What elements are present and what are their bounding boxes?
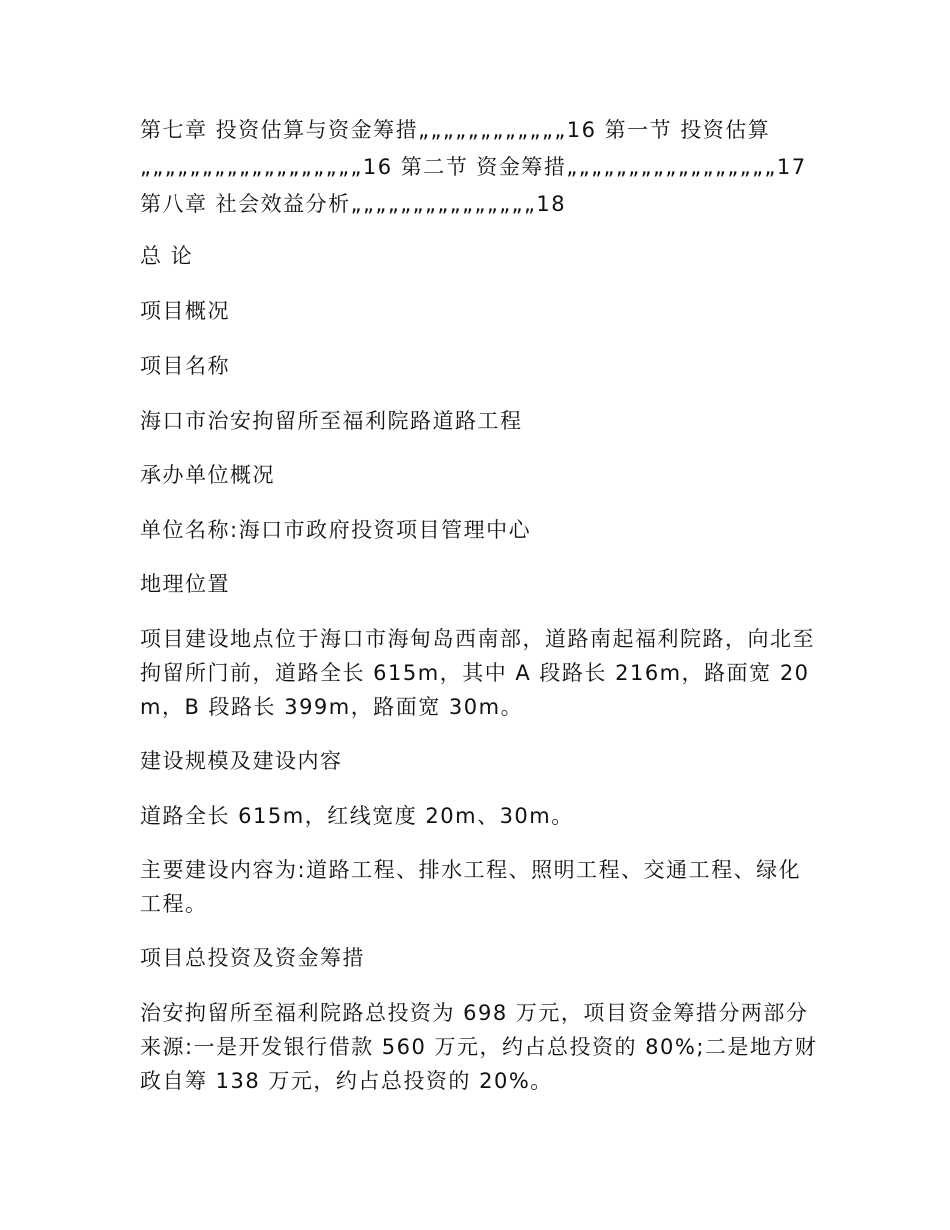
paragraph-organizer: 单位名称:海口市政府投资项目管理中心	[140, 518, 532, 542]
heading-general: 总 论	[140, 244, 194, 268]
heading-project-overview: 项目概况	[140, 299, 230, 323]
paragraph-main-content: 主要建设内容为:道路工程、排水工程、照明工程、交通工程、绿化工程。	[140, 858, 802, 916]
paragraph-project-name: 海口市治安拘留所至福利院路道路工程	[140, 409, 523, 433]
paragraph-investment: 治安拘留所至福利院路总投资为 698 万元，项目资金筹措分两部分来源:一是开发银行借款 560 万元，约占总投资的 80%;二是地方财政自筹 138 万元，约占总投资的 20%。	[140, 1001, 818, 1093]
table-of-contents: 第七章 投资估算与资金筹措„„„„„„„„„„„„16 第一节 投资估算„„„„„„„„„„„„„„„„„„16 第二节 资金筹措„„„„„„„„„„„„„„„„„17 第八章 社会效益分析„„„„„„„„„„„„„„„18	[140, 118, 815, 216]
heading-organizer: 承办单位概况	[140, 463, 275, 487]
document-page	[140, 112, 820, 1118]
heading-investment: 项目总投资及资金筹措	[140, 946, 365, 970]
paragraph-location: 项目建设地点位于海口市海甸岛西南部，道路南起福利院路，向北至拘留所门前，道路全长 615m，其中 A 段路长 216m，路面宽 20m，B 段路长 399m，路面宽 30m。	[140, 627, 815, 719]
heading-location: 地理位置	[140, 572, 230, 596]
paragraph-scale: 道路全长 615m，红线宽度 20m、30m。	[140, 804, 574, 828]
heading-scale: 建设规模及建设内容	[140, 749, 343, 773]
heading-project-name: 项目名称	[140, 354, 230, 378]
